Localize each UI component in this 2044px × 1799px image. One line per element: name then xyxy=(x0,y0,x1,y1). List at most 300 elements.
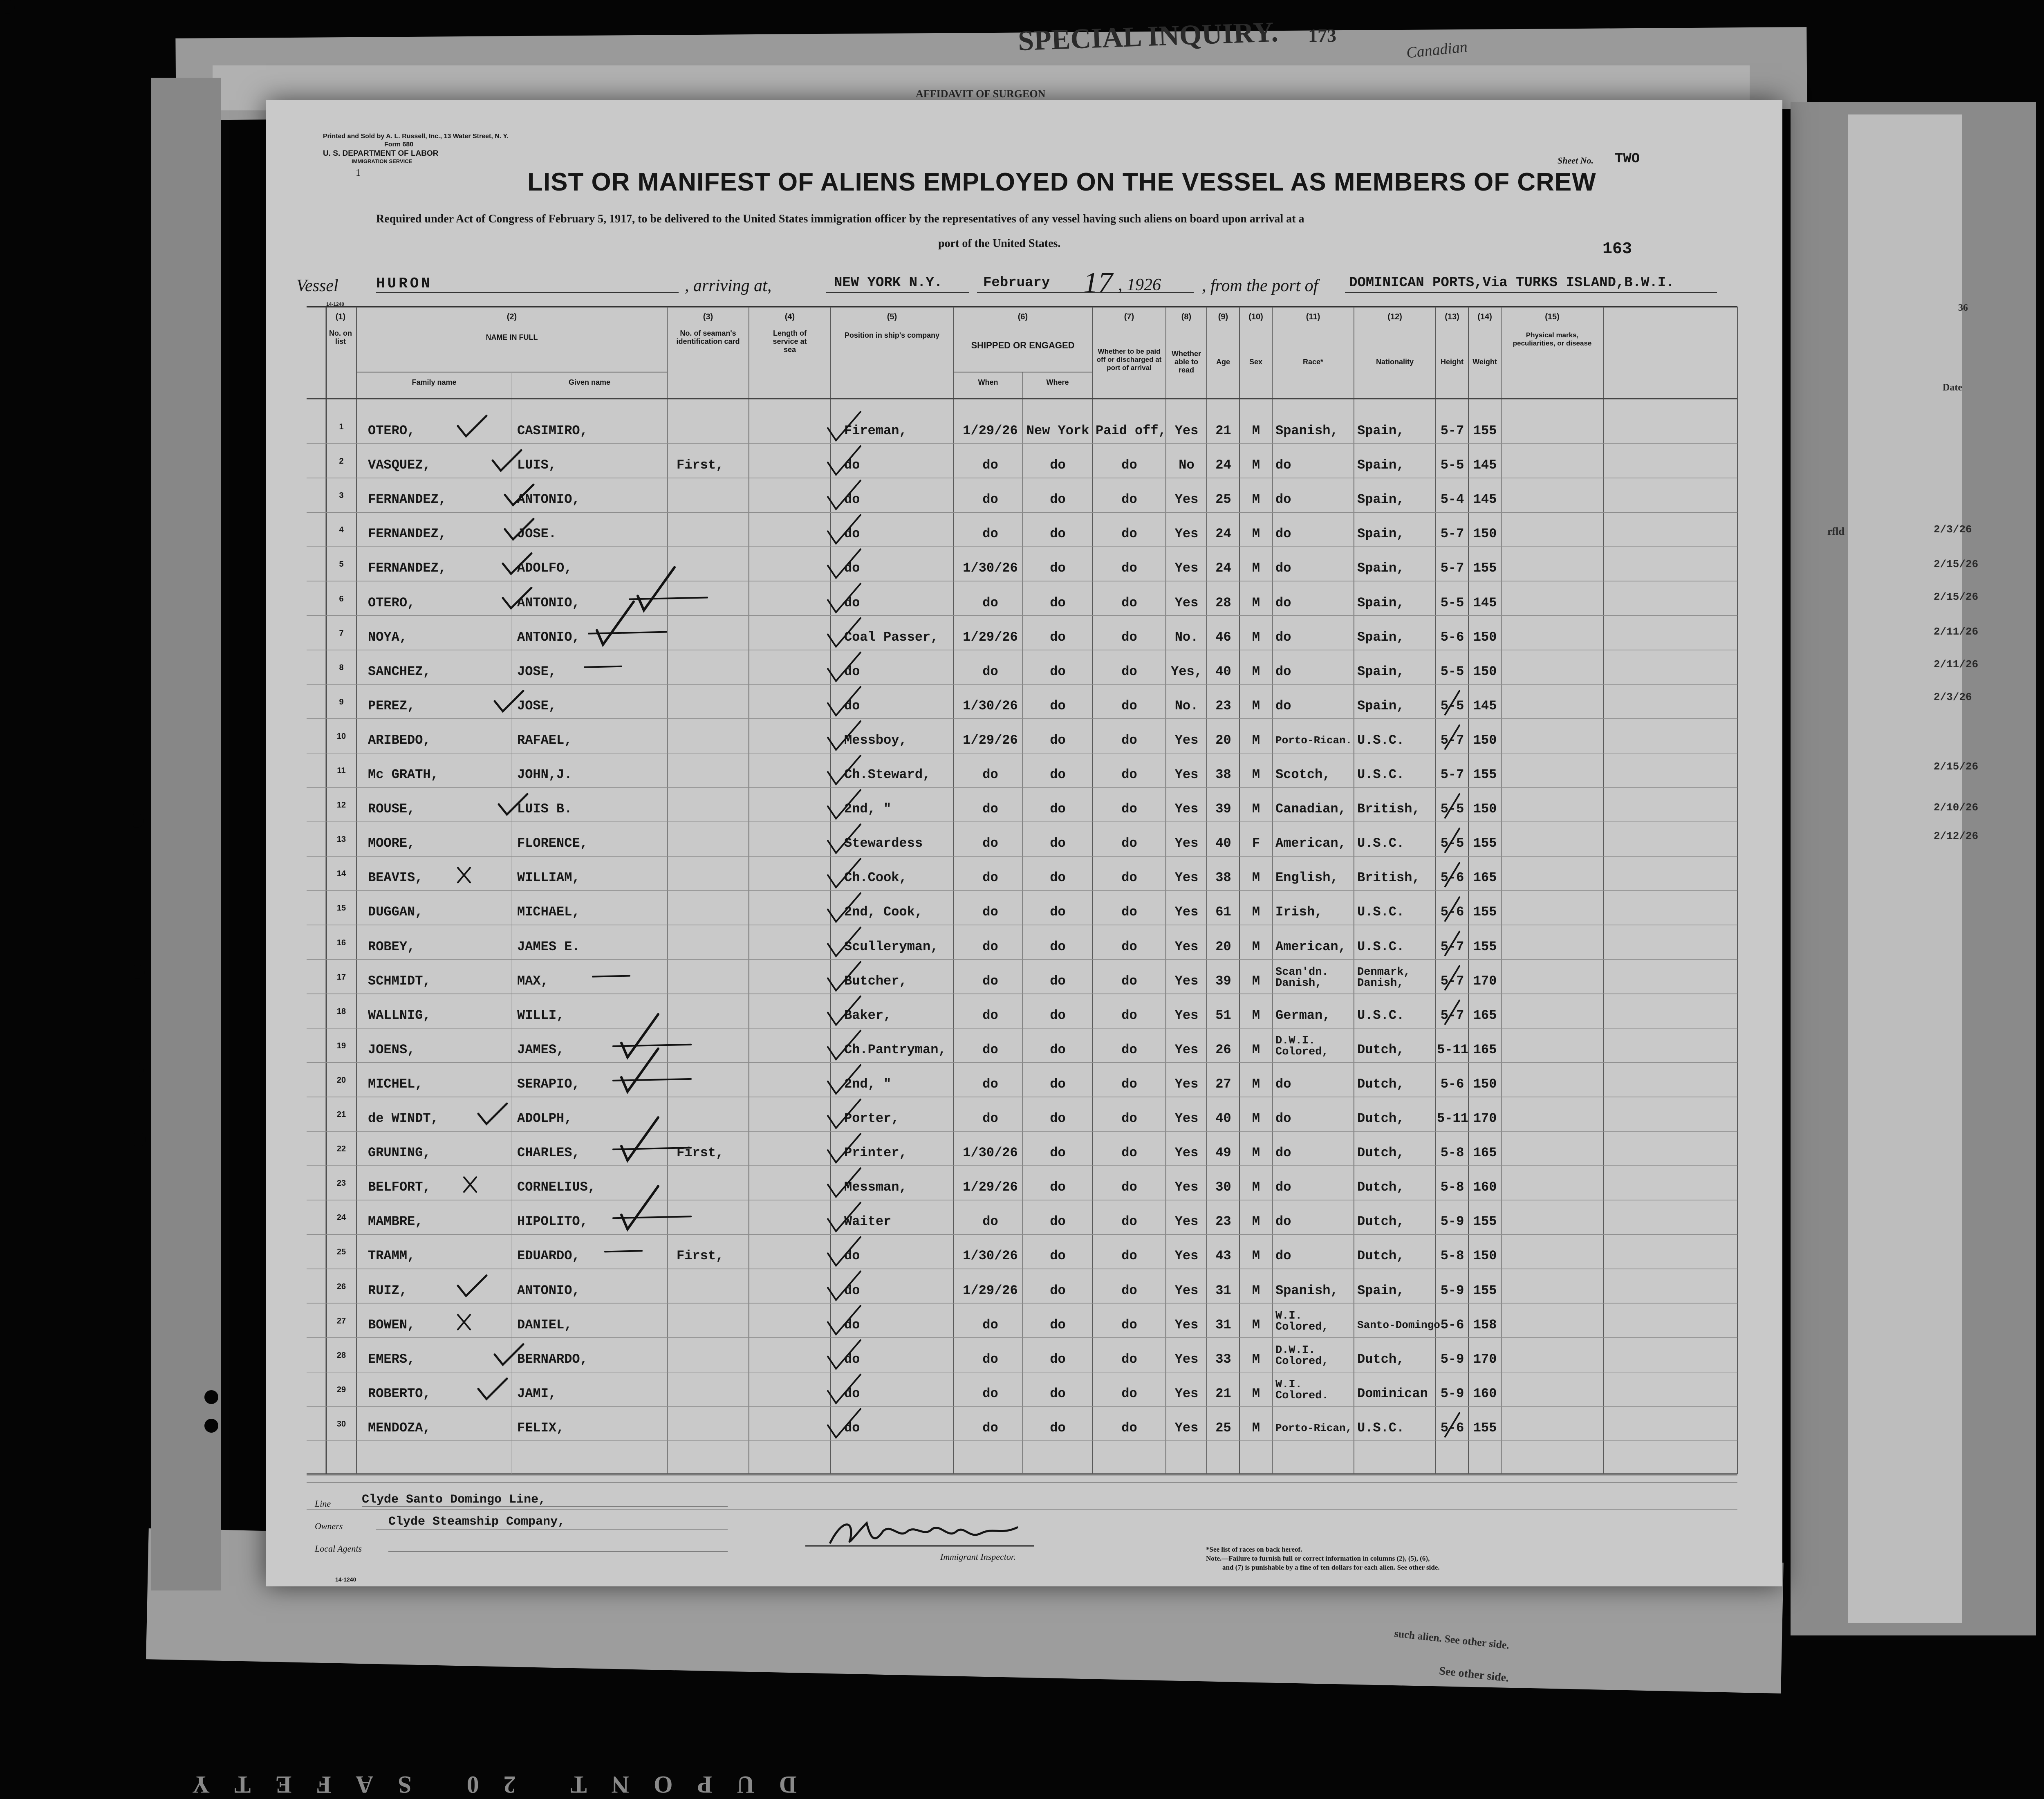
cell-weight: 170 xyxy=(1473,1111,1497,1126)
cell-given: JOSE, xyxy=(517,698,557,713)
from-label: , from the port of xyxy=(1202,276,1318,295)
cell-family: de WINDT, xyxy=(368,1111,439,1126)
cell-weight: 170 xyxy=(1473,973,1497,989)
cell-weight: 165 xyxy=(1473,1007,1497,1023)
cell-no: 26 xyxy=(336,1282,346,1291)
col-1-label: No. on list xyxy=(329,329,352,345)
cell-race: Spanish, xyxy=(1275,423,1338,438)
cell-when: 1/29/26 xyxy=(963,629,1018,645)
cell-weight: 165 xyxy=(1473,1042,1497,1057)
cell-position: do xyxy=(844,664,860,679)
col-8-number: (8) xyxy=(1181,312,1192,321)
cell-position: 2nd, " xyxy=(844,1076,892,1092)
cell-race: do xyxy=(1275,492,1291,507)
cell-height: 5-5 xyxy=(1440,458,1464,473)
punch-hole xyxy=(1,0,15,14)
cell-nationality: U.S.C. xyxy=(1357,1420,1405,1436)
sheet-label: Sheet No. xyxy=(1558,155,1594,166)
top-sheet-heading: SPECIAL INQUIRY. xyxy=(1017,16,1279,57)
cell-paid: do xyxy=(1121,973,1137,989)
cell-nationality: Spain, xyxy=(1357,526,1405,542)
cell-weight: 150 xyxy=(1473,801,1497,817)
cell-sex: M xyxy=(1252,1317,1260,1332)
cell-race: Porto-Rican. xyxy=(1275,734,1352,747)
cell-nationality: Dutch, xyxy=(1357,1351,1405,1367)
cell-where: do xyxy=(1050,1214,1066,1229)
cell-age: 23 xyxy=(1215,1214,1231,1229)
cell-race: do xyxy=(1275,1076,1291,1092)
arriving-label: , arriving at, xyxy=(685,276,772,295)
cell-given: BERNARDO, xyxy=(517,1351,588,1367)
cell-age: 31 xyxy=(1215,1317,1231,1332)
cell-weight: 155 xyxy=(1473,423,1497,438)
col-13-label: Height xyxy=(1441,358,1464,366)
cell-height: 5-7 xyxy=(1440,732,1464,748)
cell-where: do xyxy=(1050,492,1066,507)
cell-height: 5-9 xyxy=(1440,1283,1464,1298)
cell-sex: M xyxy=(1252,801,1260,817)
cell-sex: M xyxy=(1252,1180,1260,1195)
cell-family: BOWEN, xyxy=(368,1317,415,1332)
col-6-number: (6) xyxy=(1018,312,1028,321)
cell-age: 49 xyxy=(1215,1145,1231,1161)
cell-nationality: Spain, xyxy=(1357,595,1405,610)
cell-sex: M xyxy=(1252,698,1260,713)
cell-when: do xyxy=(982,767,998,782)
cell-sex: M xyxy=(1252,1214,1260,1229)
footer-line-value: Clyde Santo Domingo Line, xyxy=(362,1493,546,1507)
cell-read: Yes xyxy=(1174,973,1199,989)
cell-given: JAMES E. xyxy=(517,939,580,954)
cell-nationality: Spain, xyxy=(1357,1283,1405,1298)
cell-given: CASIMIRO, xyxy=(517,423,588,438)
cell-when: 1/29/26 xyxy=(963,1283,1018,1298)
cell-weight: 155 xyxy=(1473,767,1497,782)
col-6-where: Where xyxy=(1046,378,1069,386)
cell-read: Yes xyxy=(1174,492,1199,507)
cell-family: OTERO, xyxy=(368,423,415,438)
cell-sex: M xyxy=(1252,664,1260,679)
cell-no: 22 xyxy=(336,1144,346,1154)
cell-given: LUIS, xyxy=(517,458,557,473)
cell-where: do xyxy=(1050,1042,1066,1057)
cell-no: 29 xyxy=(336,1385,346,1394)
cell-weight: 160 xyxy=(1473,1386,1497,1401)
col-5-label: Position in ship's company xyxy=(844,331,940,339)
subtitle-line-1: Required under Act of Congress of February 5, 1917, to be delivered to the United States immigration officer by the representatives of any vessel having such aliens on board upon arrival at a xyxy=(376,213,1304,225)
cell-family: OTERO, xyxy=(368,595,415,610)
page-number: 163 xyxy=(1602,240,1632,258)
cell-nationality: British, xyxy=(1357,801,1420,817)
col-2-family: Family name xyxy=(412,378,457,386)
cell-read: Yes, xyxy=(1171,664,1202,679)
cell-given: JAMES, xyxy=(517,1042,565,1057)
cell-age: 51 xyxy=(1215,1007,1231,1023)
cell-height: 5-6 xyxy=(1440,1420,1464,1436)
right-sheet-date: 2/3/26 xyxy=(1934,523,1972,536)
cell-height: 5-8 xyxy=(1440,1180,1464,1195)
cell-when: 1/29/26 xyxy=(963,732,1018,748)
cell-weight: 155 xyxy=(1473,904,1497,920)
cell-no: 2 xyxy=(339,457,344,466)
cell-sex: M xyxy=(1252,1248,1260,1264)
cell-when: do xyxy=(982,1007,998,1023)
cell-weight: 145 xyxy=(1473,595,1497,610)
col-10-label: Sex xyxy=(1249,358,1263,366)
cell-no: 14 xyxy=(336,869,346,879)
cell-family: FERNANDEZ, xyxy=(368,526,447,542)
cell-where: do xyxy=(1050,561,1066,576)
cell-sex: M xyxy=(1252,492,1260,507)
cell-when: do xyxy=(982,1111,998,1126)
cell-age: 30 xyxy=(1215,1180,1231,1195)
date-month: February xyxy=(983,275,1050,291)
col-7-number: (7) xyxy=(1124,312,1134,321)
punch-hole xyxy=(131,965,145,979)
cell-weight: 150 xyxy=(1473,1076,1497,1092)
cell-paid: do xyxy=(1121,1351,1137,1367)
col-6-label: SHIPPED OR ENGAGED xyxy=(971,340,1075,350)
cell-given: CHARLES, xyxy=(517,1145,580,1161)
cell-paid: do xyxy=(1121,1145,1137,1161)
cell-given: JOSE, xyxy=(517,664,557,679)
cell-where: do xyxy=(1050,1111,1066,1126)
form-number: Form 680 xyxy=(384,141,414,148)
arriving-value: NEW YORK N.Y. xyxy=(834,275,943,291)
cell-nationality: British, xyxy=(1357,870,1420,886)
form-code-bottom: 14-1240 xyxy=(335,1576,356,1583)
cell-family: MAMBRE, xyxy=(368,1214,423,1229)
cell-read: Yes xyxy=(1174,1351,1199,1367)
cell-height: 5-7 xyxy=(1440,973,1464,989)
cell-given: ANTONIO, xyxy=(517,1283,580,1298)
cell-position: do xyxy=(844,458,860,473)
cell-family: ARIBEDO, xyxy=(368,732,431,748)
cell-no: 10 xyxy=(336,731,346,741)
cell-weight: 155 xyxy=(1473,939,1497,954)
cell-sex: F xyxy=(1252,836,1260,851)
cell-no: 16 xyxy=(336,938,346,947)
cell-no: 5 xyxy=(339,560,344,569)
right-sheet-date: 2/15/26 xyxy=(1934,558,1979,570)
cell-age: 33 xyxy=(1215,1351,1231,1367)
cell-weight: 165 xyxy=(1473,870,1497,886)
cell-race: Scotch, xyxy=(1275,767,1331,782)
cell-height: 5-6 xyxy=(1440,629,1464,645)
cell-weight: 150 xyxy=(1473,629,1497,645)
right-sheet-date: 2/10/26 xyxy=(1934,801,1979,814)
cell-given: JOHN,J. xyxy=(517,767,572,782)
cell-nationality: Dutch, xyxy=(1357,1180,1405,1195)
cell-where: do xyxy=(1050,1180,1066,1195)
right-sheet-date: 2/15/26 xyxy=(1934,591,1979,603)
cell-age: 24 xyxy=(1215,561,1231,576)
cell-height: 5-6 xyxy=(1440,1317,1464,1332)
cell-position: do xyxy=(844,1283,860,1298)
manifest-sheet xyxy=(266,100,1782,1586)
cell-height: 5-9 xyxy=(1440,1386,1464,1401)
cell-read: Yes xyxy=(1174,1283,1199,1298)
cell-paid: do xyxy=(1121,904,1137,920)
cell-no: 24 xyxy=(336,1213,346,1223)
cell-paid: do xyxy=(1121,939,1137,954)
cell-family: PEREZ, xyxy=(368,698,415,713)
cell-where: do xyxy=(1050,1283,1066,1298)
cell-no: 6 xyxy=(339,594,344,603)
cell-position: Fireman, xyxy=(844,423,907,438)
cell-position: Baker, xyxy=(844,1007,892,1023)
cell-when: do xyxy=(982,1076,998,1092)
cell-paid: do xyxy=(1121,870,1137,886)
footer-owners-label: Owners xyxy=(315,1521,343,1531)
cell-age: 61 xyxy=(1215,904,1231,920)
cell-age: 28 xyxy=(1215,595,1231,610)
cell-given: ANTONIO, xyxy=(517,595,580,610)
cell-family: ROBERTO, xyxy=(368,1386,431,1401)
cell-age: 40 xyxy=(1215,1111,1231,1126)
cell-sex: M xyxy=(1252,973,1260,989)
cell-given: JOSE. xyxy=(517,526,557,542)
cell-position: Ch.Steward, xyxy=(844,767,931,782)
footer-note-1: *See list of races on back hereof. xyxy=(1206,1546,1302,1553)
cell-height: 5-11 xyxy=(1437,1111,1468,1126)
cell-no: 30 xyxy=(336,1419,346,1429)
cell-when: do xyxy=(982,1420,998,1436)
cell-family: JOENS, xyxy=(368,1042,415,1057)
cell-race: American, xyxy=(1275,939,1346,954)
date-day: 17 xyxy=(1083,266,1113,299)
cell-height: 5-9 xyxy=(1440,1351,1464,1367)
cell-card: First, xyxy=(677,458,724,473)
cell-where: do xyxy=(1050,870,1066,886)
cell-height: 5-11 xyxy=(1437,1042,1468,1057)
col-15-label: Physical marks, peculiarities, or disease xyxy=(1513,331,1592,347)
cell-nationality: U.S.C. xyxy=(1357,732,1405,748)
cell-no: 7 xyxy=(339,628,344,638)
cell-height: 5-6 xyxy=(1440,904,1464,920)
cell-read: Yes xyxy=(1174,836,1199,851)
cell-weight: 160 xyxy=(1473,1180,1497,1195)
cell-position: Ch.Pantryman, xyxy=(844,1042,946,1057)
cell-when: do xyxy=(982,1351,998,1367)
cell-position: Ch.Cook, xyxy=(844,870,907,886)
col-14-label: Weight xyxy=(1472,358,1497,366)
cell-paid: do xyxy=(1121,1283,1137,1298)
cell-where: New York xyxy=(1026,423,1089,438)
cell-nationality: Spain, xyxy=(1357,423,1405,438)
cell-no: 15 xyxy=(336,904,346,913)
vessel-label: Vessel xyxy=(296,276,338,295)
cell-position: do xyxy=(844,561,860,576)
cell-read: Yes xyxy=(1174,939,1199,954)
cell-position: do xyxy=(844,526,860,542)
cell-nationality: U.S.C. xyxy=(1357,1007,1405,1023)
cell-position: do xyxy=(844,1386,860,1401)
cell-position: Messman, xyxy=(844,1180,907,1195)
col-8-label: Whether able to read xyxy=(1172,350,1201,374)
cell-sex: M xyxy=(1252,1145,1260,1161)
col-11-label: Race* xyxy=(1302,358,1324,366)
cell-race: W.I. Colored. xyxy=(1275,1378,1329,1402)
cell-nationality: Dutch, xyxy=(1357,1111,1405,1126)
cell-age: 25 xyxy=(1215,1420,1231,1436)
cell-read: Yes xyxy=(1174,1214,1199,1229)
cell-sex: M xyxy=(1252,1351,1260,1367)
cell-position: Printer, xyxy=(844,1145,907,1161)
cell-race: do xyxy=(1275,629,1291,645)
sheet-value: TWO xyxy=(1615,151,1640,167)
cell-when: do xyxy=(982,492,998,507)
footer-note-3: and (7) is punishable by a fine of ten dollars for each alien. See other side. xyxy=(1222,1563,1440,1571)
cell-height: 5-8 xyxy=(1440,1145,1464,1161)
cell-read: Yes xyxy=(1174,904,1199,920)
cell-nationality: Dutch, xyxy=(1357,1042,1405,1057)
cell-paid: do xyxy=(1121,1007,1137,1023)
cell-family: VASQUEZ, xyxy=(368,458,431,473)
cell-where: do xyxy=(1050,595,1066,610)
cell-height: 5-6 xyxy=(1440,870,1464,886)
cell-height: 5-5 xyxy=(1440,664,1464,679)
cell-position: 2nd, " xyxy=(844,801,892,817)
inspector-signature xyxy=(805,1515,1034,1552)
cell-given: MAX, xyxy=(517,973,549,989)
cell-given: JAMI, xyxy=(517,1386,557,1401)
cell-no: 18 xyxy=(336,1007,346,1016)
cell-where: do xyxy=(1050,526,1066,542)
cell-given: CORNELIUS, xyxy=(517,1180,596,1195)
cell-height: 5-4 xyxy=(1440,492,1464,507)
vessel-value: HURON xyxy=(376,275,433,292)
cell-sex: M xyxy=(1252,767,1260,782)
cell-position: 2nd, Cook, xyxy=(844,904,923,920)
from-value: DOMINICAN PORTS,Via TURKS ISLAND,B.W.I. xyxy=(1349,275,1674,291)
handwritten-checkmarks xyxy=(266,100,1782,1586)
cell-weight: 150 xyxy=(1473,1248,1497,1264)
service-line: IMMIGRATION SERVICE xyxy=(352,158,412,164)
right-sheet-date: 2/11/26 xyxy=(1934,658,1979,671)
right-sheet-column: 36 xyxy=(1958,303,1968,313)
right-sheet-header: Date xyxy=(1943,382,1962,393)
cell-when: do xyxy=(982,1214,998,1229)
cell-nationality: U.S.C. xyxy=(1357,939,1405,954)
cell-age: 39 xyxy=(1215,801,1231,817)
cell-paid: do xyxy=(1121,458,1137,473)
cell-no: 8 xyxy=(339,663,344,672)
cell-when: 1/30/26 xyxy=(963,561,1018,576)
cell-sex: M xyxy=(1252,1076,1260,1092)
col-2-label: NAME IN FULL xyxy=(486,333,538,341)
cell-no: 20 xyxy=(336,1075,346,1085)
cell-position: Stewardess xyxy=(844,836,923,851)
cell-given: WILLIAM, xyxy=(517,870,580,886)
cell-where: do xyxy=(1050,1248,1066,1264)
cell-when: 1/30/26 xyxy=(963,1145,1018,1161)
cell-when: do xyxy=(982,836,998,851)
cell-read: Yes xyxy=(1174,423,1199,438)
cell-height: 5-7 xyxy=(1440,526,1464,542)
cell-read: No. xyxy=(1174,629,1199,645)
cell-where: do xyxy=(1050,836,1066,851)
cell-race: do xyxy=(1275,458,1291,473)
cell-given: MICHAEL, xyxy=(517,904,580,920)
cell-position: do xyxy=(844,1248,860,1264)
right-sheet-date: 2/11/26 xyxy=(1934,626,1979,638)
cell-sex: M xyxy=(1252,458,1260,473)
cell-given: SERAPIO, xyxy=(517,1076,580,1092)
cell-no: 13 xyxy=(336,835,346,844)
cell-family: WALLNIG, xyxy=(368,1007,431,1023)
cell-race: German, xyxy=(1275,1007,1331,1023)
cell-race: D.W.I. Colored, xyxy=(1275,1034,1329,1058)
cell-race: American, xyxy=(1275,836,1346,851)
cell-nationality: Spain, xyxy=(1357,698,1405,713)
cell-family: Mc GRATH, xyxy=(368,767,439,782)
cell-paid: do xyxy=(1121,801,1137,817)
cell-given: ADOLPH, xyxy=(517,1111,572,1126)
cell-weight: 170 xyxy=(1473,1351,1497,1367)
manifest-title: LIST OR MANIFEST OF ALIENS EMPLOYED ON THE VESSEL AS MEMBERS OF CREW xyxy=(527,168,1596,196)
cell-position: do xyxy=(844,492,860,507)
col-4-label: Length of service at sea xyxy=(773,329,807,354)
cell-read: Yes xyxy=(1174,561,1199,576)
cell-read: Yes xyxy=(1174,526,1199,542)
cell-read: Yes xyxy=(1174,870,1199,886)
cell-given: DANIEL, xyxy=(517,1317,572,1332)
cell-age: 38 xyxy=(1215,870,1231,886)
film-edge-stamp: DUPONT 20 SAFETY xyxy=(168,1771,797,1798)
cell-race: do xyxy=(1275,664,1291,679)
cell-position: Porter, xyxy=(844,1111,899,1126)
cell-age: 23 xyxy=(1215,698,1231,713)
cell-age: 26 xyxy=(1215,1042,1231,1057)
cell-position: do xyxy=(844,1351,860,1367)
cell-read: Yes xyxy=(1174,1386,1199,1401)
cell-family: MENDOZA, xyxy=(368,1420,431,1436)
col-12-number: (12) xyxy=(1387,312,1402,321)
cell-read: Yes xyxy=(1174,1180,1199,1195)
cell-family: ROBEY, xyxy=(368,939,415,954)
cell-where: do xyxy=(1050,1076,1066,1092)
right-sheet-date: 2/15/26 xyxy=(1934,760,1979,773)
cell-race: do xyxy=(1275,526,1291,542)
footer-agents-label: Local Agents xyxy=(315,1543,362,1554)
cell-given: LUIS B. xyxy=(517,801,572,817)
cell-race: Canadian, xyxy=(1275,801,1346,817)
cell-paid: do xyxy=(1121,1111,1137,1126)
cell-paid: do xyxy=(1121,561,1137,576)
cell-age: 40 xyxy=(1215,836,1231,851)
cell-paid: do xyxy=(1121,1214,1137,1229)
footer-line-label: Line xyxy=(315,1498,331,1509)
cell-race: do xyxy=(1275,561,1291,576)
cell-sex: M xyxy=(1252,1386,1260,1401)
cell-sex: M xyxy=(1252,629,1260,645)
cell-paid: do xyxy=(1121,698,1137,713)
cell-nationality: Santo-Domingo. xyxy=(1357,1319,1447,1331)
cell-nationality: Spain, xyxy=(1357,664,1405,679)
cell-age: 24 xyxy=(1215,526,1231,542)
cell-paid: do xyxy=(1121,1317,1137,1332)
col-2-number: (2) xyxy=(507,312,517,321)
cell-given: HIPOLITO, xyxy=(517,1214,588,1229)
cell-race: English, xyxy=(1275,870,1338,886)
cell-sex: M xyxy=(1252,526,1260,542)
cell-no: 28 xyxy=(336,1350,346,1360)
cell-age: 38 xyxy=(1215,767,1231,782)
cell-given: ANTONIO, xyxy=(517,629,580,645)
cell-paid: do xyxy=(1121,595,1137,610)
cell-nationality: Dutch, xyxy=(1357,1248,1405,1264)
